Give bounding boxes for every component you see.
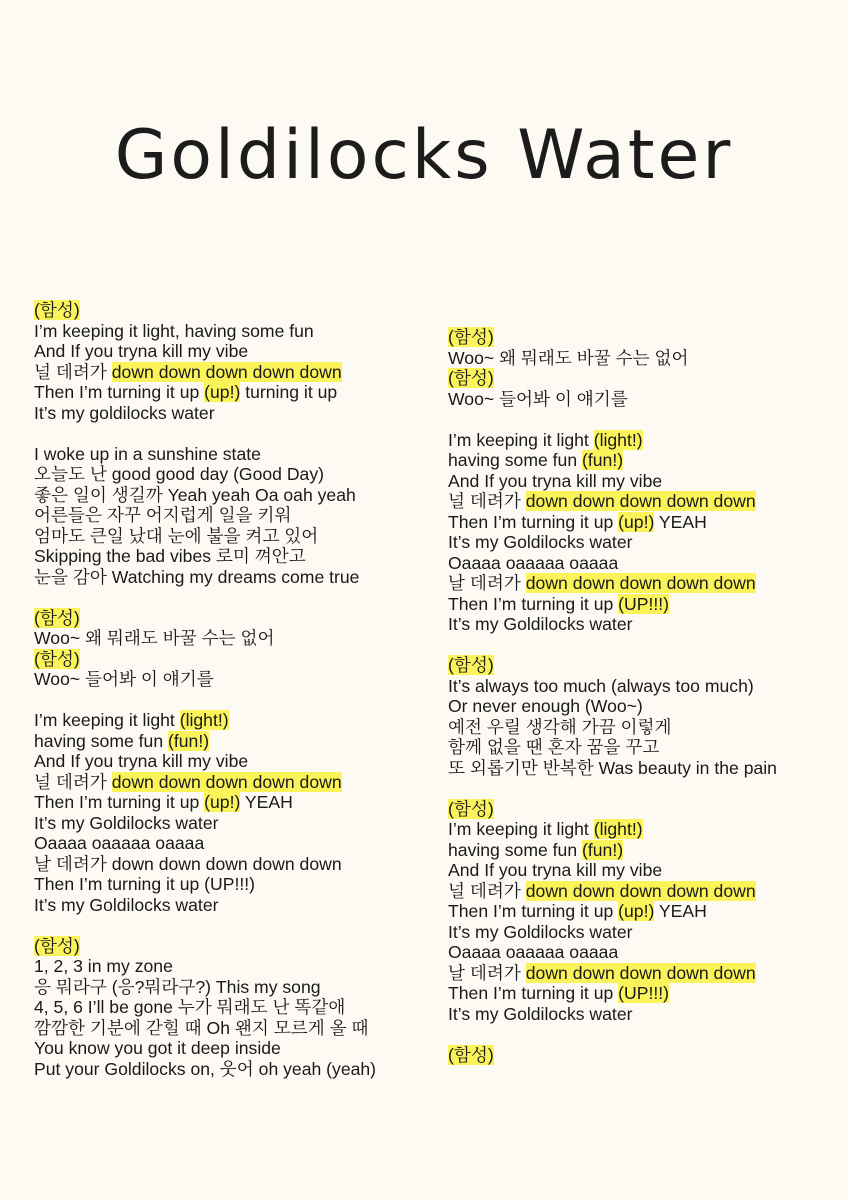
lyric-text: Woo~ 들어봐 이 얘기를 (448, 388, 628, 409)
lyric-text: It’s my goldilocks water (34, 402, 215, 423)
lyric-line (34, 608, 434, 629)
lyric-text: Then I’m turning it up (448, 511, 619, 532)
lyric-text: Then I’m turning it up (448, 901, 619, 921)
lyric-text: Then I’m turning it up (448, 593, 619, 614)
lyric-line (34, 772, 434, 793)
lyric-line (34, 813, 434, 834)
lyric-line (448, 1004, 828, 1025)
highlighted-lyric: down down down down down (525, 491, 756, 511)
lyric-text: It’s always too much (always too much) (448, 675, 754, 696)
highlighted-lyric: (UP!!!) (618, 983, 669, 1003)
highlighted-lyric: (함성) (448, 327, 494, 347)
lyric-line (34, 977, 434, 998)
lyric-stanza (448, 655, 828, 778)
lyric-text: Woo~ 왜 뭐래도 바꿀 수는 없어 (448, 347, 689, 368)
lyric-text: 널 데려가 (34, 361, 112, 382)
lyric-text: Then I’m turning it up (UP!!!) (34, 874, 255, 894)
lyric-text: 깜깜한 기분에 갇힐 때 Oh 왠지 모르게 올 때 (34, 1017, 369, 1038)
highlighted-lyric: down down down down down (525, 573, 756, 593)
lyric-line (448, 860, 828, 881)
lyric-stanza (448, 1045, 828, 1066)
lyric-line (34, 444, 434, 465)
lyric-line (448, 655, 828, 676)
lyric-text: Put your Goldilocks on, 웃어 oh yeah (yeah) (34, 1058, 377, 1079)
lyric-line (34, 751, 434, 772)
lyric-line (448, 758, 828, 779)
highlighted-lyric: (함성) (448, 1044, 494, 1065)
lyric-line (34, 505, 434, 526)
highlighted-lyric: (light!) (593, 429, 643, 450)
lyric-text: And If you tryna kill my vibe (34, 751, 249, 771)
highlighted-lyric: (fun!) (582, 450, 624, 470)
lyric-line (34, 854, 434, 875)
lyric-text: Oaaaa oaaaaa oaaaa (34, 833, 205, 853)
highlighted-lyric: (함성) (34, 648, 80, 669)
lyric-text: And If you tryna kill my vibe (448, 470, 663, 491)
lyric-text: Woo~ 왜 뭐래도 바꿀 수는 없어 (34, 628, 275, 648)
lyric-line (448, 594, 828, 615)
lyric-text: Or never enough (Woo~) (448, 696, 643, 716)
highlighted-lyric: (fun!) (168, 730, 210, 751)
lyric-text: 함께 없을 땐 혼자 꿈을 꾸고 (448, 737, 660, 757)
lyric-line (448, 881, 828, 902)
lyric-text: 날 데려가 (448, 573, 526, 593)
lyric-line (448, 553, 828, 574)
lyric-text: having some fun (448, 450, 582, 470)
highlighted-lyric: down down down down down (525, 962, 756, 983)
lyric-text: YEAH (654, 511, 707, 532)
lyric-text: 좋은 일이 생길까 Yeah yeah Oa oah yeah (34, 484, 356, 505)
lyric-line (448, 532, 828, 553)
lyric-text: having some fun (448, 839, 582, 860)
lyric-text: It’s my Goldilocks water (34, 894, 219, 915)
lyric-text: And If you tryna kill my vibe (34, 341, 249, 361)
lyric-line (34, 403, 434, 424)
lyric-text: 응 뭐라구 (응?뭐라구?) This my song (34, 976, 321, 997)
lyric-text: YEAH (240, 792, 293, 812)
lyric-text: 1, 2, 3 in my zone (34, 956, 173, 976)
lyric-text: 널 데려가 (448, 880, 526, 901)
lyric-stanza (448, 799, 828, 1025)
lyrics-right-column (448, 327, 828, 1086)
lyric-text: 오늘도 난 good good day (Good Day) (34, 464, 325, 484)
lyric-text: 널 데려가 (448, 491, 526, 511)
lyric-text: 날 데려가 (448, 962, 526, 983)
lyric-text: 어른들은 자꾸 어지럽게 일을 키워 (34, 505, 292, 525)
lyric-text: Woo~ 들어봐 이 얘기를 (34, 669, 214, 689)
highlighted-lyric: (up!) (618, 901, 655, 921)
lyric-text: It’s my Goldilocks water (448, 1003, 633, 1024)
highlighted-lyric: (fun!) (582, 839, 624, 860)
lyric-text: Oaaaa oaaaaa oaaaa (448, 552, 619, 573)
lyric-line (448, 573, 828, 594)
lyric-line (34, 300, 434, 321)
lyric-text: And If you tryna kill my vibe (448, 860, 663, 880)
lyric-line (448, 737, 828, 758)
lyric-line (34, 833, 434, 854)
lyric-text: turning it up (240, 382, 338, 402)
lyric-line (34, 710, 434, 731)
lyric-text: 엄마도 큰일 났대 눈에 불을 켜고 있어 (34, 525, 319, 546)
lyric-line (34, 382, 434, 403)
lyric-text: Skipping the bad vibes 로미 껴안고 (34, 546, 306, 566)
lyric-stanza (448, 430, 828, 635)
lyric-text: It’s my Goldilocks water (448, 614, 633, 634)
highlighted-lyric: (up!) (618, 511, 655, 532)
lyric-stanza (448, 327, 828, 409)
lyric-line (34, 731, 434, 752)
lyric-line (448, 512, 828, 533)
highlighted-lyric: down down down down down (111, 771, 342, 792)
lyric-text: 4, 5, 6 I’ll be gone 누가 뭐래도 난 똑같애 (34, 997, 346, 1017)
lyric-line (34, 464, 434, 485)
lyric-line (448, 696, 828, 717)
lyric-text: You know you got it deep inside (34, 1038, 281, 1058)
lyric-line (34, 649, 434, 670)
lyric-line (34, 1018, 434, 1039)
highlighted-lyric: (up!) (204, 792, 241, 812)
lyric-text: Oaaaa oaaaaa oaaaa (448, 942, 619, 962)
lyric-text: 또 외롭기만 반복한 Was beauty in the pain (448, 757, 777, 778)
lyric-line (448, 491, 828, 512)
lyric-line (448, 983, 828, 1004)
lyric-line (34, 997, 434, 1018)
lyric-line (448, 676, 828, 697)
lyric-line (34, 321, 434, 342)
lyric-line (448, 942, 828, 963)
lyric-line (34, 485, 434, 506)
highlighted-lyric: (함성) (34, 607, 80, 628)
highlighted-lyric: (함성) (448, 798, 494, 819)
lyric-line (448, 922, 828, 943)
lyric-line (34, 1038, 434, 1059)
lyric-line (34, 567, 434, 588)
lyric-line (34, 546, 434, 567)
lyric-stanza (34, 710, 434, 915)
lyric-text: I woke up in a sunshine state (34, 443, 261, 464)
lyric-text: 눈을 감아 Watching my dreams come true (34, 566, 360, 587)
lyric-line (448, 430, 828, 451)
lyric-line (34, 362, 434, 383)
highlighted-lyric: (함성) (34, 300, 80, 320)
highlighted-lyric: down down down down down (525, 880, 756, 901)
lyric-text: 예전 우릴 생각해 가끔 이렇게 (448, 716, 672, 737)
lyric-text: YEAH (654, 901, 707, 921)
lyric-stanza (34, 444, 434, 588)
lyric-line (448, 368, 828, 389)
lyric-line (34, 895, 434, 916)
lyric-line (34, 1059, 434, 1080)
lyric-line (34, 874, 434, 895)
lyric-line (448, 348, 828, 369)
lyric-line (448, 717, 828, 738)
lyric-text: I’m keeping it light (448, 819, 594, 839)
lyric-line (34, 956, 434, 977)
lyric-line (448, 614, 828, 635)
lyric-line (448, 471, 828, 492)
highlighted-lyric: (함성) (448, 655, 494, 675)
lyric-line (448, 819, 828, 840)
lyric-text: It’s my Goldilocks water (448, 921, 633, 942)
lyric-text: It’s my Goldilocks water (448, 532, 633, 552)
lyric-line (448, 389, 828, 410)
lyric-text: I’m keeping it light (34, 710, 180, 730)
highlighted-lyric: (UP!!!) (618, 593, 669, 614)
lyric-line (448, 901, 828, 922)
lyric-line (448, 1045, 828, 1066)
lyric-text: having some fun (34, 730, 168, 751)
lyric-stanza (34, 300, 434, 423)
lyric-line (448, 840, 828, 861)
lyric-text: It’s my Goldilocks water (34, 812, 219, 833)
lyric-line (448, 450, 828, 471)
lyrics-left-column (34, 300, 434, 1100)
page-title: Goldilocks Water (114, 115, 734, 195)
lyric-line (448, 799, 828, 820)
highlighted-lyric: (함성) (34, 935, 80, 956)
highlighted-lyric: down down down down down (111, 361, 342, 382)
lyric-line (34, 669, 434, 690)
lyric-text: I’m keeping it light (448, 429, 594, 450)
lyric-text: Then I’m turning it up (34, 382, 205, 402)
lyric-line (34, 792, 434, 813)
highlighted-lyric: (light!) (593, 819, 643, 839)
lyric-line (34, 526, 434, 547)
lyric-text: 날 데려가 down down down down down (34, 853, 342, 874)
lyric-text: I’m keeping it light, having some fun (34, 320, 314, 341)
lyric-text: Then I’m turning it up (448, 983, 619, 1003)
lyric-stanza (34, 936, 434, 1080)
lyric-line (448, 963, 828, 984)
lyric-stanza (34, 608, 434, 690)
lyric-line (448, 327, 828, 348)
lyric-line (34, 628, 434, 649)
lyric-line (34, 936, 434, 957)
lyric-line (34, 341, 434, 362)
highlighted-lyric: (함성) (448, 368, 494, 388)
lyric-text: Then I’m turning it up (34, 792, 205, 812)
highlighted-lyric: (light!) (179, 710, 229, 730)
highlighted-lyric: (up!) (204, 382, 241, 402)
lyric-text: 널 데려가 (34, 771, 112, 792)
